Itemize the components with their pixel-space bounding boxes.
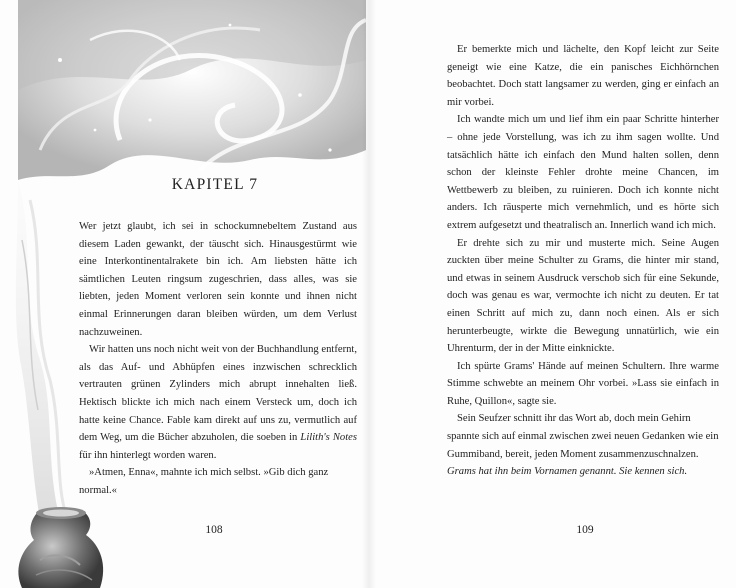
- paragraph: Ich wandte mich um und lief ihm ein paar Schritte hinterher – ohne jede Vorstellung, was ich zu ihm sagen wollte. Und tatsächlich hätte ich einfach den Mund halten sollen, denn schon der kleinste Fehler drohte meine Chancen, im Wettbewerb zu bleiben, zu ruinieren. Doch ich konnte nicht anders. Ich räusperte mich vernehmlich, und es hörte sich extrem aufgesetzt und theatralisch an. Innerlich wand ich mich.: [447, 114, 719, 231]
- paragraph: Wir hatten uns noch nicht weit von der Buchhandlung entfernt, als das Auf- und Abhüpfen eines inzwischen schrecklich vertrauten grünen Zylinders mich abrupt innehalten ließ. Hektisch blickte ich mich nach einem Versteck um, doch ich hatte keine Chance. Fable kam direkt auf uns zu, vermutlich auf dem Weg, um die Bücher abzuholen, die soeben in Lilith's Notes für ihn hinterlegt worden waren.: [79, 344, 357, 461]
- italic-title: Lilith's Notes: [300, 432, 357, 444]
- left-page-body: [79, 218, 357, 500]
- page-number: 108: [205, 524, 223, 536]
- paragraph: »Atmen, Enna«, mahnte ich mich selbst. »Gib dich ganz normal.«: [79, 467, 329, 496]
- paragraph: Ich spürte Grams' Hände auf meinen Schultern. Ihre warme Stimme schwebte an meinem Ohr vorbei. »Lass sie einfach in Ruhe, Quillon«, sagte sie.: [447, 360, 719, 407]
- paragraph: Wer jetzt glaubt, ich sei in schockumnebeltem Zustand aus diesem Laden gewankt, der täuscht sich. Hinausgestürmt wie eine Interkontinentalrakete bin ich. Am liebsten hätte ich sämtlichen Leuten ringsum zugeschrien, dass alles, was sie liebten, jeden Moment verloren sein konnte und ihnen nicht einmal Erinnerungen daran bleiben würden, um dem Verlust nachzuweinen.: [79, 221, 357, 338]
- page-number: 109: [576, 524, 594, 536]
- paragraph: Er drehte sich zu mir und musterte mich. Seine Augen zuckten über meine Schulter zu Grams, die hinter mir stand, und etwas in seinem Ausdruck verschob sich für eine Sekunde, doch was genau es war, vermochte ich nicht zu deuten. Er tat einen Schritt auf mich zu, dann noch einen. Als er sich herunterbeugte, wirkte die Bewegung unnatürlich, wie ein Uhrenturm, der in der Mitte einknickte.: [447, 237, 719, 355]
- chapter-title: KAPITEL 7: [171, 176, 259, 193]
- right-page-body: [447, 41, 719, 481]
- paragraph: Er bemerkte mich und lächelte, den Kopf leicht zur Seite geneigt wie eine Katze, die ein panisches Eichhörnchen beobachtet. Doch statt langsamer zu werden, ging er einfach an mir vorbei.: [447, 44, 719, 108]
- left-page: [0, 0, 366, 588]
- italic-thought: Grams hat ihn beim Vornamen genannt. Sie kennen sich.: [447, 466, 688, 478]
- paragraph: Sein Seufzer schnitt ihr das Wort ab, doch mein Gehirn spannte sich auf einmal zwischen zwei neuen Gedanken wie ein Gummiband, bereit, jeden Moment zusammenzuschnalzen. Grams hat ihn beim Vornamen genannt. Sie kennen sich.: [447, 413, 719, 478]
